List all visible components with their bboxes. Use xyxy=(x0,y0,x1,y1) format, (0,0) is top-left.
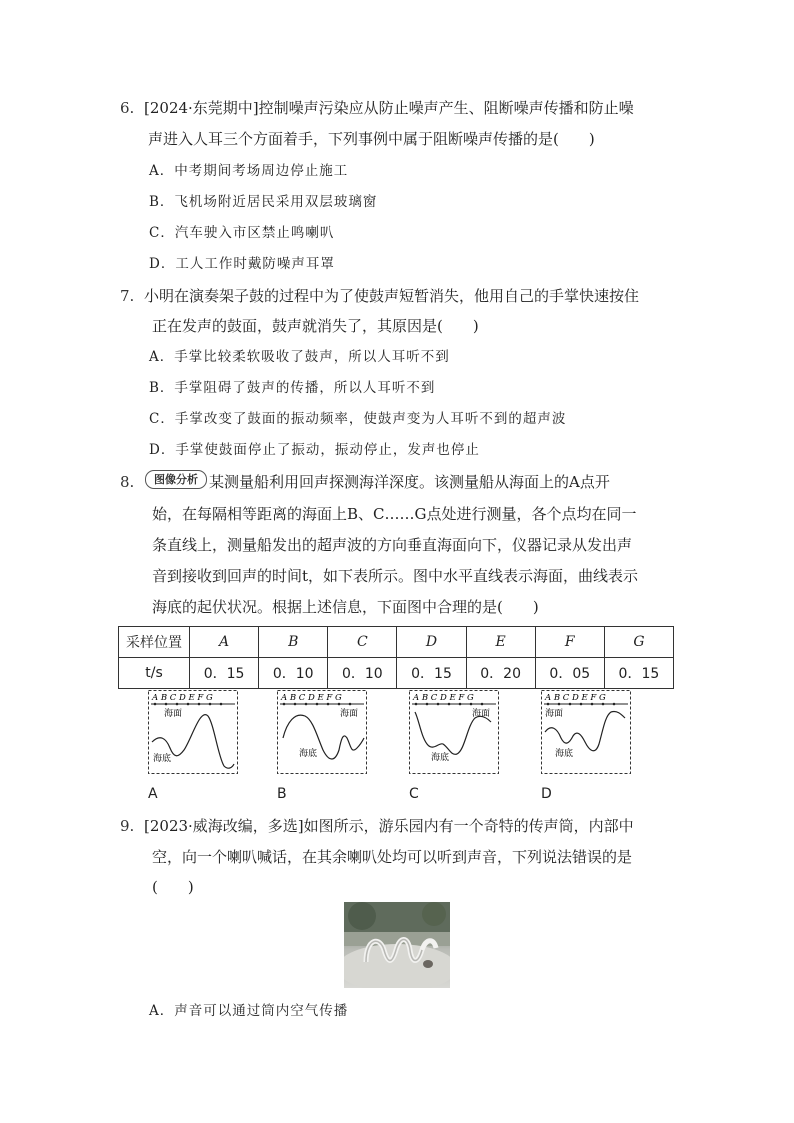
sea-floor-label: 海底 xyxy=(299,749,318,759)
question-8-line-3: 条直线上，测量船发出的超声波的方向垂直海面向下，仪器记录从发出声 xyxy=(152,536,633,554)
figure-choice-a: A xyxy=(148,786,158,802)
sea-floor-figure-b xyxy=(277,690,367,774)
table-position: D xyxy=(397,627,466,658)
question-8-number: 8. xyxy=(120,473,135,491)
question-6-line-1: [2024·东莞期中]控制噪声污染应从防止噪声产生、阻断噪声传播和防止噪 xyxy=(144,99,634,117)
question-8-line-2: 始，在每隔相等距离的海面上B、C……G点处进行测量，各个点均在同一 xyxy=(152,505,637,523)
sea-floor-figure-d xyxy=(541,690,631,774)
table-header-label: 采样位置 xyxy=(119,627,190,658)
question-6-option-d: D．工人工作时戴防噪声耳罩 xyxy=(149,256,335,272)
question-9-line-1: [2023·威海改编，多选]如图所示，游乐园内有一个奇特的传声筒，内部中 xyxy=(144,817,634,835)
question-6-option-a: A．中考期间考场周边停止施工 xyxy=(149,163,349,179)
sea-floor-figure-c xyxy=(409,690,499,774)
table-row-label: t/s xyxy=(119,658,190,689)
table-row xyxy=(119,658,674,689)
image-analysis-badge: 图像分析 xyxy=(145,470,207,489)
question-9-line-3: ( ) xyxy=(152,878,194,896)
table-position: G xyxy=(604,627,673,658)
question-7-line-1: 小明在演奏架子鼓的过程中为了使鼓声短暂消失，他用自己的手掌快速按住 xyxy=(144,287,640,305)
table-time: 0．10 xyxy=(328,658,397,689)
question-6-option-c: C．汽车驶入市区禁止鸣喇叭 xyxy=(149,225,335,241)
table-position: A xyxy=(190,627,259,658)
sampling-time-table xyxy=(118,626,674,689)
question-7-number: 7. xyxy=(120,287,135,305)
sea-floor-label: 海底 xyxy=(555,749,574,759)
figure-choice-b: B xyxy=(277,786,287,802)
sea-floor-label: 海底 xyxy=(153,754,172,764)
question-6-line-2: 声进入人耳三个方面着手，下列事例中属于阻断噪声传播的是( ) xyxy=(148,130,595,148)
question-8-line-5: 海底的起伏状况。根据上述信息，下面图中合理的是( ) xyxy=(152,598,539,616)
question-9-line-2: 空，向一个喇叭喊话，在其余喇叭处均可以听到声音，下列说法错误的是 xyxy=(152,848,633,866)
question-8-line-4: 音到接收到回声的时间t，如下表所示。图中水平直线表示海面，曲线表示 xyxy=(152,567,639,585)
sea-surface-label: 海面 xyxy=(545,709,564,719)
table-position: C xyxy=(328,627,397,658)
table-position: B xyxy=(259,627,328,658)
table-time: 0．15 xyxy=(604,658,673,689)
table-position: E xyxy=(466,627,535,658)
question-6-number: 6. xyxy=(120,99,135,117)
table-time: 0．20 xyxy=(466,658,535,689)
question-7-option-d: D．手掌使鼓面停止了振动，振动停止，发声也停止 xyxy=(149,442,480,458)
question-9-option-a: A．声音可以通过筒内空气传播 xyxy=(149,1003,349,1019)
figure-points-label: A B C D E F G xyxy=(281,693,342,703)
figure-points-label: A B C D E F G xyxy=(545,693,606,703)
question-8-line-1: 某测量船利用回声探测海洋深度。该测量船从海面上的A点开 xyxy=(209,473,610,491)
question-7-option-b: B．手掌阻碍了鼓声的传播，所以人耳听不到 xyxy=(149,380,436,396)
question-7-option-c: C．手掌改变了鼓面的振动频率，使鼓声变为人耳听不到的超声波 xyxy=(149,411,567,427)
table-time: 0．15 xyxy=(397,658,466,689)
table-time: 0．15 xyxy=(190,658,259,689)
figure-choice-c: C xyxy=(409,786,419,802)
question-7-option-a: A．手掌比较柔软吸收了鼓声，所以人耳听不到 xyxy=(149,349,450,365)
question-9-number: 9. xyxy=(120,817,135,835)
table-time: 0．10 xyxy=(259,658,328,689)
figure-points-label: A B C D E F G xyxy=(152,693,213,703)
figure-points-label: A B C D E F G xyxy=(413,693,474,703)
question-6-option-b: B．飞机场附近居民采用双层玻璃窗 xyxy=(149,194,378,210)
figure-choice-d: D xyxy=(541,786,552,802)
sea-floor-label: 海底 xyxy=(431,753,450,763)
sea-surface-label: 海面 xyxy=(472,709,491,719)
table-position: F xyxy=(535,627,604,658)
speaking-tube-photo xyxy=(344,902,450,988)
table-row xyxy=(119,627,674,658)
sea-surface-label: 海面 xyxy=(164,709,183,719)
sea-surface-label: 海面 xyxy=(340,709,359,719)
table-time: 0．05 xyxy=(535,658,604,689)
question-7-line-2: 正在发声的鼓面，鼓声就消失了，其原因是( ) xyxy=(152,317,479,335)
sea-floor-figure-a xyxy=(148,690,238,774)
